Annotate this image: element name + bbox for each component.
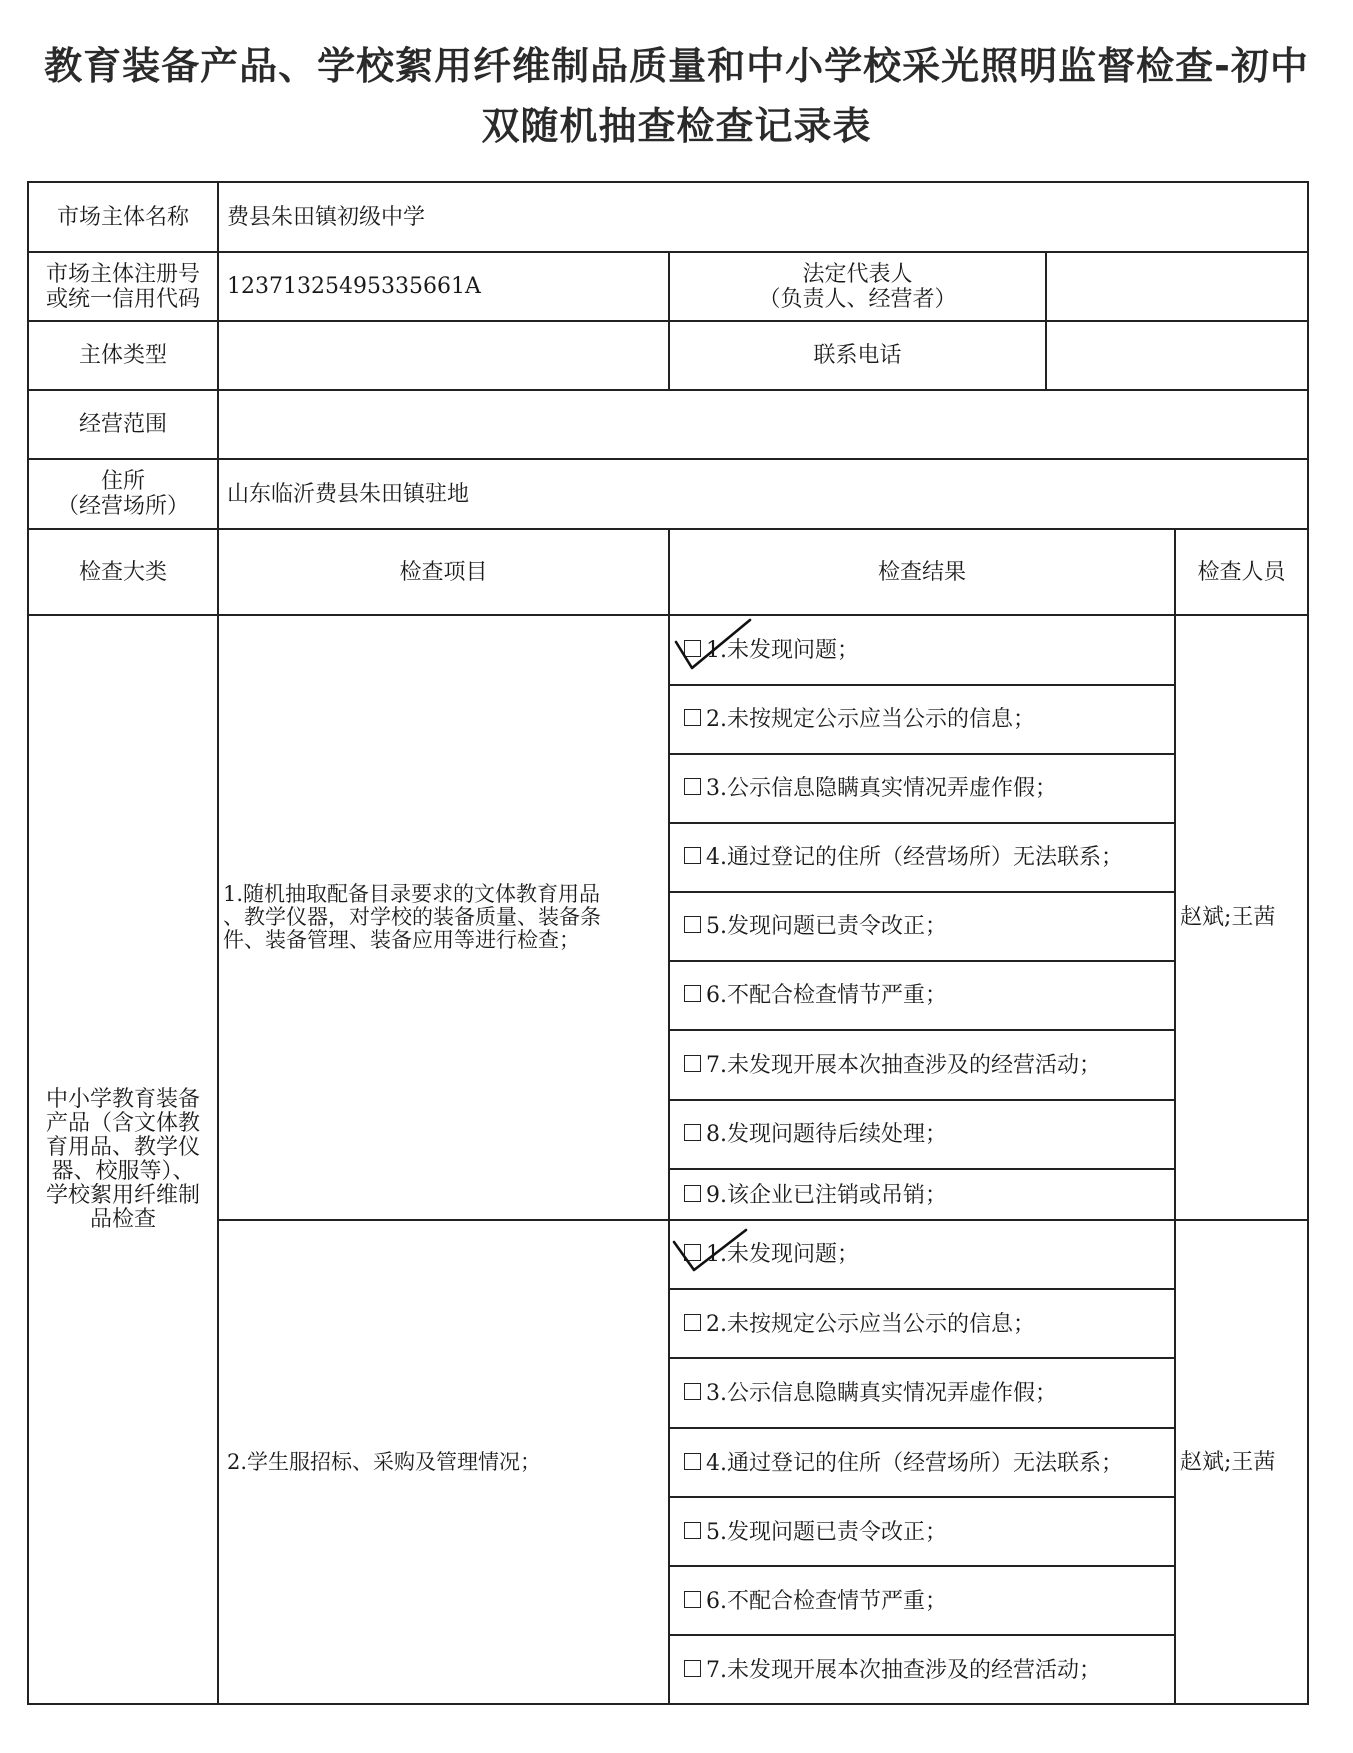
section2-option-4[interactable] bbox=[684, 1445, 1123, 1477]
title-line-1: 教育装备产品、学校絮用纤维制品质量和中小学校采光照明监督检查-初中 bbox=[44, 44, 1309, 88]
reg-label bbox=[29, 253, 217, 320]
reg-value: 12371325495335661A bbox=[227, 274, 481, 299]
name-label: 市场主体名称 bbox=[56, 204, 189, 230]
address-value: 山东临沂费县朱田镇驻地 bbox=[227, 481, 470, 507]
section1-option-3[interactable] bbox=[684, 770, 1057, 802]
option-label: 8.发现问题待后续处理； bbox=[706, 1121, 947, 1147]
checkbox-icon[interactable] bbox=[684, 847, 701, 864]
checkbox-icon[interactable] bbox=[684, 709, 701, 726]
checkbox-icon[interactable] bbox=[684, 1522, 701, 1539]
checkbox-icon[interactable] bbox=[684, 1314, 701, 1331]
checkbox-icon[interactable] bbox=[684, 985, 701, 1002]
option-label: 4.通过登记的住所（经营场所）无法联系； bbox=[706, 1450, 1123, 1476]
option-label: 6.不配合检查情节严重； bbox=[706, 982, 947, 1008]
category-line: 学校絮用纤维制 bbox=[45, 1182, 200, 1208]
header-result: 检查结果 bbox=[877, 559, 966, 585]
section2-option-3[interactable] bbox=[684, 1375, 1057, 1407]
section1-option-4[interactable] bbox=[684, 839, 1123, 871]
section2-inspectors: 赵斌;王茜 bbox=[1180, 1449, 1276, 1475]
scope-value bbox=[219, 391, 1307, 458]
option-label: 1.未发现问题； bbox=[706, 637, 859, 663]
legal-label bbox=[670, 253, 1045, 320]
title-line-2: 双随机抽查检查记录表 bbox=[481, 104, 872, 148]
option-label: 5.发现问题已责令改正； bbox=[706, 913, 947, 939]
category-line: 品检查 bbox=[89, 1206, 156, 1232]
option-label: 5.发现问题已责令改正； bbox=[706, 1519, 947, 1545]
scope-label: 经营范围 bbox=[78, 412, 167, 437]
checkbox-icon[interactable] bbox=[684, 916, 701, 933]
option-label: 7.未发现开展本次抽查涉及的经营活动； bbox=[706, 1052, 1101, 1078]
address-label-line-1: 住所 bbox=[100, 469, 145, 494]
option-divider bbox=[668, 960, 1174, 962]
category-line: 中小学教育装备 bbox=[45, 1086, 200, 1112]
option-divider bbox=[668, 822, 1174, 824]
section1-item bbox=[223, 616, 668, 1219]
column-divider bbox=[668, 528, 670, 1705]
checkbox-icon[interactable] bbox=[684, 778, 701, 795]
section2-option-2[interactable] bbox=[684, 1306, 1035, 1338]
section1-item-line: 、教学仪器，对学校的装备质量、装备条 bbox=[223, 905, 601, 929]
header-item: 检查项目 bbox=[399, 559, 488, 585]
section1-inspectors: 赵斌;王茜 bbox=[1180, 905, 1276, 930]
section1-item-line: 件、装备管理、装备应用等进行检查； bbox=[223, 928, 580, 952]
handwritten-checkmark-icon bbox=[672, 1226, 752, 1276]
option-divider bbox=[668, 1357, 1174, 1359]
option-label: 3.公示信息隐瞒真实情况弄虚作假； bbox=[706, 775, 1057, 801]
legal-value bbox=[1047, 253, 1307, 320]
reg-label-line-1: 市场主体注册号 bbox=[45, 261, 200, 287]
option-divider bbox=[668, 1565, 1174, 1567]
section2-option-6[interactable] bbox=[684, 1583, 947, 1615]
address-label-line-2: （经营场所） bbox=[56, 494, 189, 519]
checkbox-icon[interactable] bbox=[684, 1591, 701, 1608]
address-label bbox=[29, 460, 217, 528]
section1-option-8[interactable] bbox=[684, 1116, 947, 1148]
checkbox-icon[interactable] bbox=[684, 1185, 701, 1202]
phone-value bbox=[1047, 322, 1307, 389]
option-divider bbox=[668, 1168, 1174, 1170]
header-inspector: 检查人员 bbox=[1197, 559, 1286, 585]
option-divider bbox=[668, 1029, 1174, 1031]
option-label: 6.不配合检查情节严重； bbox=[706, 1588, 947, 1614]
checkbox-icon[interactable] bbox=[684, 1055, 701, 1072]
option-divider bbox=[668, 684, 1174, 686]
section1-option-6[interactable] bbox=[684, 977, 947, 1009]
name-value: 费县朱田镇初级中学 bbox=[227, 204, 426, 230]
option-label: 3.公示信息隐瞒真实情况弄虚作假； bbox=[706, 1380, 1057, 1406]
section1-option-2[interactable] bbox=[684, 701, 1035, 733]
checkbox-icon[interactable] bbox=[684, 1383, 701, 1400]
table-border-right bbox=[1307, 181, 1309, 1705]
option-divider bbox=[668, 1427, 1174, 1429]
option-divider bbox=[668, 1099, 1174, 1101]
checkbox-icon[interactable] bbox=[684, 1660, 701, 1677]
category-cell bbox=[29, 616, 217, 1703]
option-label: 9.该企业已注销或吊销； bbox=[706, 1182, 947, 1208]
option-divider bbox=[668, 1496, 1174, 1498]
section2-option-5[interactable] bbox=[684, 1514, 947, 1546]
option-label: 1.未发现问题； bbox=[706, 1241, 859, 1267]
option-divider bbox=[668, 1288, 1174, 1290]
checkbox-icon[interactable] bbox=[684, 1124, 701, 1141]
section1-item-line: 1.随机抽取配备目录要求的文体教育用品 bbox=[223, 882, 601, 906]
section2-item: 2.学生服招标、采购及管理情况； bbox=[227, 1449, 542, 1474]
type-label: 主体类型 bbox=[78, 343, 167, 368]
checkbox-icon[interactable] bbox=[684, 1453, 701, 1470]
option-divider bbox=[668, 1634, 1174, 1636]
category-line: 产品（含文体教 bbox=[45, 1110, 200, 1136]
category-line: 育用品、教学仪 bbox=[45, 1134, 200, 1160]
option-label: 2.未按规定公示应当公示的信息； bbox=[706, 1311, 1035, 1337]
section1-option-9[interactable] bbox=[684, 1177, 947, 1209]
type-value bbox=[219, 322, 668, 389]
header-category: 检查大类 bbox=[78, 559, 167, 585]
option-label: 2.未按规定公示应当公示的信息； bbox=[706, 706, 1035, 732]
phone-label: 联系电话 bbox=[813, 343, 902, 368]
reg-label-line-2: 或统一信用代码 bbox=[45, 286, 200, 312]
section2-option-7[interactable] bbox=[684, 1652, 1101, 1684]
legal-label-line-1: 法定代表人 bbox=[802, 261, 913, 287]
option-label: 4.通过登记的住所（经营场所）无法联系； bbox=[706, 844, 1123, 870]
category-line: 器、校服等）、 bbox=[51, 1158, 195, 1184]
section1-option-5[interactable] bbox=[684, 908, 947, 940]
section1-option-7[interactable] bbox=[684, 1047, 1101, 1079]
option-label: 7.未发现开展本次抽查涉及的经营活动； bbox=[706, 1657, 1101, 1683]
option-divider bbox=[668, 753, 1174, 755]
legal-label-line-2: （负责人、经营者） bbox=[758, 286, 957, 312]
option-divider bbox=[668, 891, 1174, 893]
handwritten-checkmark-icon bbox=[672, 616, 756, 674]
